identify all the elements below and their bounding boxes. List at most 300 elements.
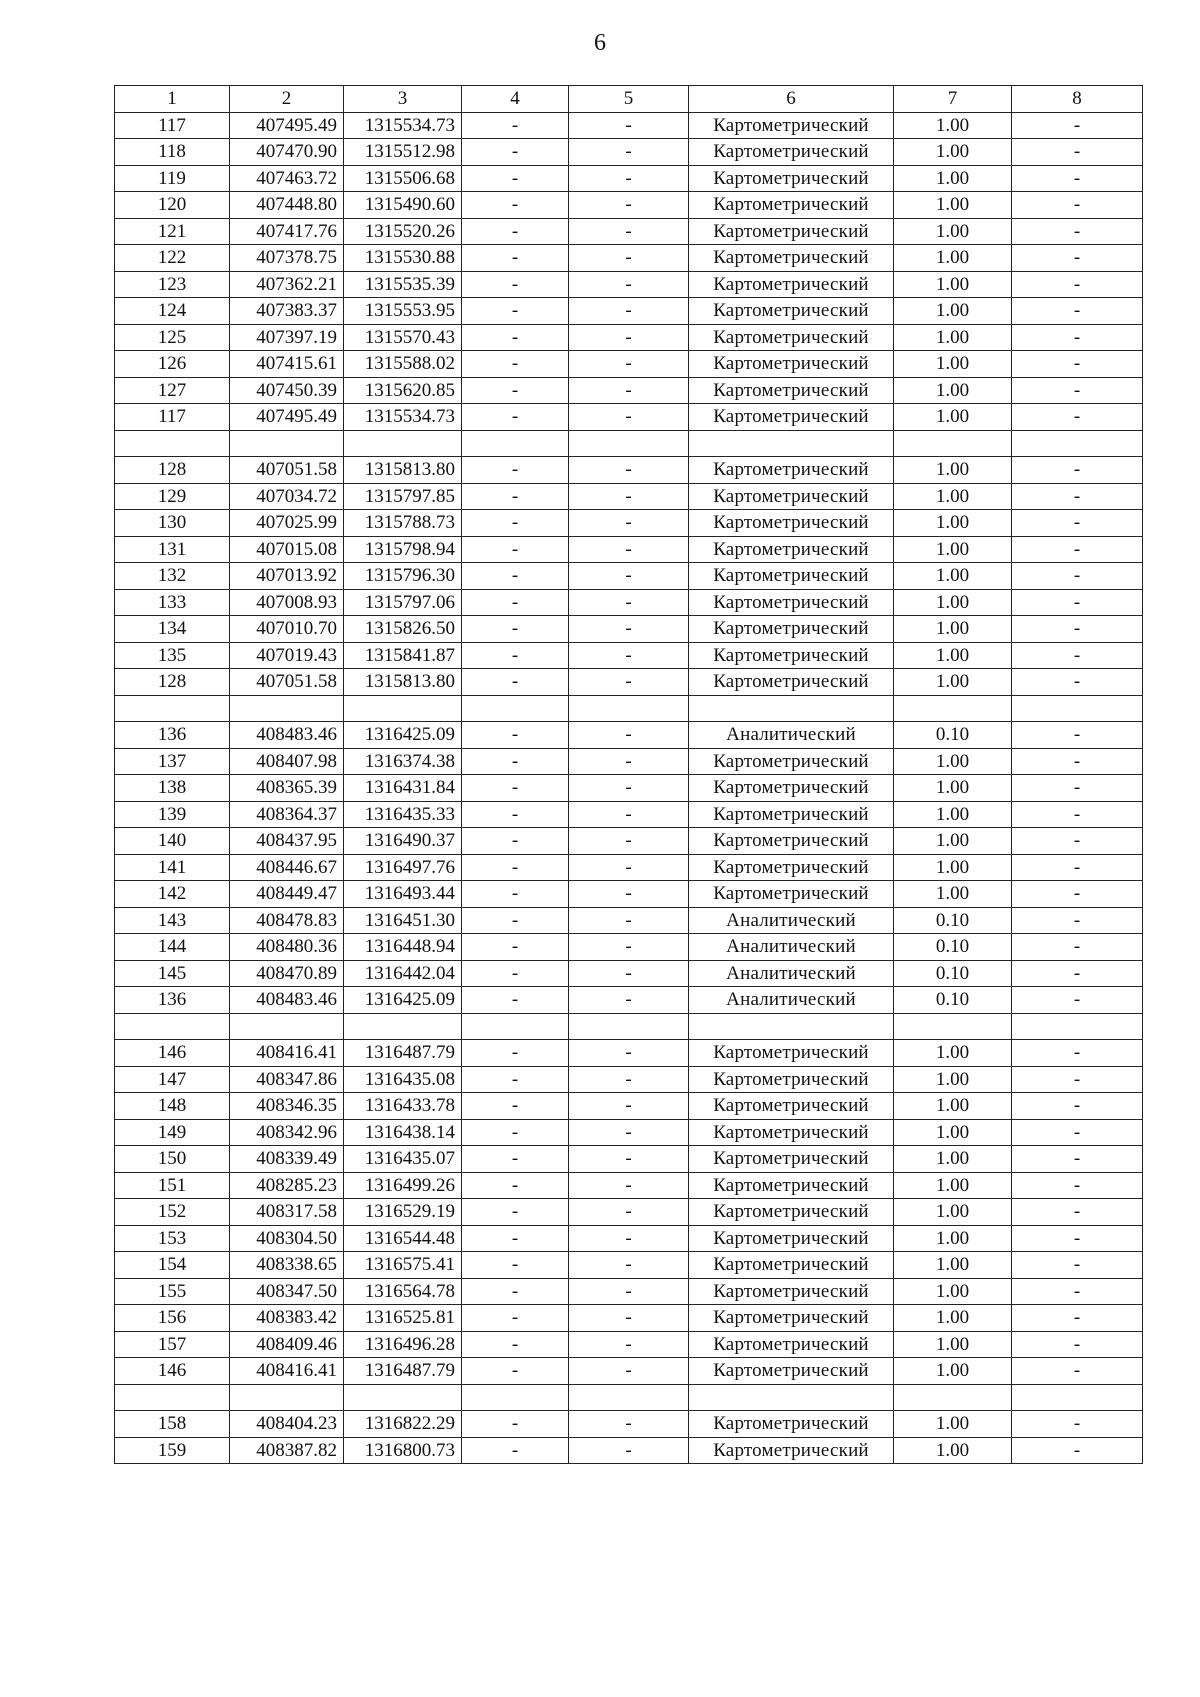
point-number-cell xyxy=(115,1384,230,1411)
col5-value-cell: - xyxy=(569,298,689,325)
column-header-8: 8 xyxy=(1012,86,1143,113)
accuracy-cell: 1.00 xyxy=(894,775,1012,802)
col4-value-cell: - xyxy=(462,457,569,484)
col4-value-cell: - xyxy=(462,483,569,510)
column-header-3: 3 xyxy=(344,86,462,113)
point-number-cell: 121 xyxy=(115,218,230,245)
col4-value-cell: - xyxy=(462,1278,569,1305)
table-row xyxy=(115,457,1143,484)
method-cell: Картометрический xyxy=(689,245,894,272)
method-cell: Аналитический xyxy=(689,960,894,987)
accuracy-cell: 1.00 xyxy=(894,881,1012,908)
col8-value-cell: - xyxy=(1012,483,1143,510)
point-number-cell: 146 xyxy=(115,1040,230,1067)
col4-value-cell: - xyxy=(462,1093,569,1120)
x-coordinate-cell: 407495.49 xyxy=(230,112,344,139)
method-cell xyxy=(689,1013,894,1040)
col8-value-cell: - xyxy=(1012,642,1143,669)
col5-value-cell: - xyxy=(569,1172,689,1199)
table-row xyxy=(115,642,1143,669)
y-coordinate-cell: 1315534.73 xyxy=(344,404,462,431)
method-cell: Картометрический xyxy=(689,1411,894,1438)
x-coordinate-cell xyxy=(230,1013,344,1040)
col5-value-cell: - xyxy=(569,1146,689,1173)
x-coordinate-cell: 407034.72 xyxy=(230,483,344,510)
accuracy-cell: 1.00 xyxy=(894,1411,1012,1438)
col8-value-cell: - xyxy=(1012,1040,1143,1067)
y-coordinate-cell xyxy=(344,695,462,722)
col8-value-cell: - xyxy=(1012,324,1143,351)
y-coordinate-cell: 1315553.95 xyxy=(344,298,462,325)
accuracy-cell xyxy=(894,1013,1012,1040)
col8-value-cell: - xyxy=(1012,669,1143,696)
col4-value-cell: - xyxy=(462,351,569,378)
accuracy-cell xyxy=(894,1384,1012,1411)
col4-value-cell: - xyxy=(462,192,569,219)
y-coordinate-cell: 1315813.80 xyxy=(344,457,462,484)
y-coordinate-cell: 1315796.30 xyxy=(344,563,462,590)
table-row xyxy=(115,907,1143,934)
col8-value-cell: - xyxy=(1012,775,1143,802)
col5-value-cell: - xyxy=(569,139,689,166)
col8-value-cell: - xyxy=(1012,881,1143,908)
method-cell: Аналитический xyxy=(689,907,894,934)
col8-value-cell: - xyxy=(1012,139,1143,166)
table-row xyxy=(115,271,1143,298)
accuracy-cell: 1.00 xyxy=(894,165,1012,192)
point-number-cell: 117 xyxy=(115,404,230,431)
col5-value-cell: - xyxy=(569,1066,689,1093)
col4-value-cell: - xyxy=(462,642,569,669)
accuracy-cell: 1.00 xyxy=(894,1252,1012,1279)
col5-value-cell: - xyxy=(569,165,689,192)
method-cell: Картометрический xyxy=(689,669,894,696)
x-coordinate-cell: 408449.47 xyxy=(230,881,344,908)
y-coordinate-cell: 1316431.84 xyxy=(344,775,462,802)
accuracy-cell: 1.00 xyxy=(894,510,1012,537)
col8-value-cell xyxy=(1012,695,1143,722)
method-cell: Картометрический xyxy=(689,139,894,166)
table-row xyxy=(115,1252,1143,1279)
method-cell: Картометрический xyxy=(689,1252,894,1279)
col5-value-cell: - xyxy=(569,1093,689,1120)
coordinates-table xyxy=(114,85,1143,1464)
x-coordinate-cell: 407450.39 xyxy=(230,377,344,404)
table-row xyxy=(115,112,1143,139)
col5-value-cell: - xyxy=(569,960,689,987)
y-coordinate-cell: 1315520.26 xyxy=(344,218,462,245)
method-cell: Картометрический xyxy=(689,1358,894,1385)
x-coordinate-cell: 407378.75 xyxy=(230,245,344,272)
y-coordinate-cell: 1316448.94 xyxy=(344,934,462,961)
x-coordinate-cell xyxy=(230,430,344,457)
method-cell: Картометрический xyxy=(689,881,894,908)
y-coordinate-cell: 1316822.29 xyxy=(344,1411,462,1438)
col4-value-cell: - xyxy=(462,1358,569,1385)
col5-value-cell: - xyxy=(569,271,689,298)
col8-value-cell: - xyxy=(1012,218,1143,245)
col4-value-cell: - xyxy=(462,907,569,934)
col5-value-cell: - xyxy=(569,483,689,510)
x-coordinate-cell: 408483.46 xyxy=(230,987,344,1014)
point-number-cell: 130 xyxy=(115,510,230,537)
y-coordinate-cell: 1315798.94 xyxy=(344,536,462,563)
y-coordinate-cell: 1315512.98 xyxy=(344,139,462,166)
point-number-cell: 142 xyxy=(115,881,230,908)
y-coordinate-cell: 1315841.87 xyxy=(344,642,462,669)
point-number-cell: 143 xyxy=(115,907,230,934)
x-coordinate-cell: 408387.82 xyxy=(230,1437,344,1464)
table-row xyxy=(115,589,1143,616)
method-cell xyxy=(689,695,894,722)
y-coordinate-cell: 1315506.68 xyxy=(344,165,462,192)
point-number-cell: 154 xyxy=(115,1252,230,1279)
point-number-cell: 136 xyxy=(115,987,230,1014)
point-number-cell: 150 xyxy=(115,1146,230,1173)
method-cell: Картометрический xyxy=(689,775,894,802)
point-number-cell: 153 xyxy=(115,1225,230,1252)
method-cell xyxy=(689,1384,894,1411)
accuracy-cell: 1.00 xyxy=(894,642,1012,669)
point-number-cell: 140 xyxy=(115,828,230,855)
table-row xyxy=(115,934,1143,961)
col4-value-cell: - xyxy=(462,1199,569,1226)
table-row xyxy=(115,483,1143,510)
col4-value-cell: - xyxy=(462,1437,569,1464)
table-row xyxy=(115,854,1143,881)
point-number-cell: 149 xyxy=(115,1119,230,1146)
y-coordinate-cell: 1316497.76 xyxy=(344,854,462,881)
y-coordinate-cell: 1316525.81 xyxy=(344,1305,462,1332)
point-number-cell: 138 xyxy=(115,775,230,802)
col8-value-cell xyxy=(1012,1384,1143,1411)
accuracy-cell: 1.00 xyxy=(894,748,1012,775)
point-number-cell: 136 xyxy=(115,722,230,749)
y-coordinate-cell xyxy=(344,1013,462,1040)
table-row xyxy=(115,722,1143,749)
col4-value-cell: - xyxy=(462,165,569,192)
accuracy-cell: 1.00 xyxy=(894,139,1012,166)
col4-value-cell: - xyxy=(462,298,569,325)
point-number-cell: 126 xyxy=(115,351,230,378)
col8-value-cell: - xyxy=(1012,1305,1143,1332)
col4-value-cell: - xyxy=(462,377,569,404)
col4-value-cell: - xyxy=(462,1305,569,1332)
table-row xyxy=(115,669,1143,696)
table-row xyxy=(115,1066,1143,1093)
y-coordinate-cell: 1315490.60 xyxy=(344,192,462,219)
column-header-2: 2 xyxy=(230,86,344,113)
col4-value-cell: - xyxy=(462,881,569,908)
accuracy-cell: 1.00 xyxy=(894,1331,1012,1358)
col4-value-cell: - xyxy=(462,1331,569,1358)
y-coordinate-cell: 1316544.48 xyxy=(344,1225,462,1252)
col4-value-cell: - xyxy=(462,1066,569,1093)
y-coordinate-cell xyxy=(344,1384,462,1411)
col5-value-cell: - xyxy=(569,1199,689,1226)
col8-value-cell: - xyxy=(1012,192,1143,219)
method-cell: Картометрический xyxy=(689,589,894,616)
spacer-row xyxy=(115,695,1143,722)
point-number-cell: 122 xyxy=(115,245,230,272)
x-coordinate-cell: 407463.72 xyxy=(230,165,344,192)
col5-value-cell xyxy=(569,430,689,457)
col5-value-cell: - xyxy=(569,536,689,563)
point-number-cell: 120 xyxy=(115,192,230,219)
col4-value-cell: - xyxy=(462,616,569,643)
method-cell: Картометрический xyxy=(689,271,894,298)
point-number-cell: 123 xyxy=(115,271,230,298)
point-number-cell: 117 xyxy=(115,112,230,139)
table-row xyxy=(115,245,1143,272)
point-number-cell xyxy=(115,695,230,722)
col5-value-cell: - xyxy=(569,377,689,404)
x-coordinate-cell: 408317.58 xyxy=(230,1199,344,1226)
col5-value-cell: - xyxy=(569,1358,689,1385)
x-coordinate-cell: 408364.37 xyxy=(230,801,344,828)
y-coordinate-cell: 1315620.85 xyxy=(344,377,462,404)
x-coordinate-cell: 407383.37 xyxy=(230,298,344,325)
col4-value-cell xyxy=(462,1013,569,1040)
point-number-cell: 131 xyxy=(115,536,230,563)
point-number-cell: 134 xyxy=(115,616,230,643)
col4-value-cell: - xyxy=(462,112,569,139)
col4-value-cell: - xyxy=(462,669,569,696)
x-coordinate-cell: 407051.58 xyxy=(230,457,344,484)
point-number-cell: 132 xyxy=(115,563,230,590)
col8-value-cell: - xyxy=(1012,245,1143,272)
accuracy-cell: 1.00 xyxy=(894,563,1012,590)
accuracy-cell: 1.00 xyxy=(894,457,1012,484)
column-header-4: 4 xyxy=(462,86,569,113)
col5-value-cell: - xyxy=(569,616,689,643)
y-coordinate-cell: 1316433.78 xyxy=(344,1093,462,1120)
col5-value-cell: - xyxy=(569,854,689,881)
y-coordinate-cell: 1315788.73 xyxy=(344,510,462,537)
col8-value-cell: - xyxy=(1012,1225,1143,1252)
col5-value-cell: - xyxy=(569,722,689,749)
accuracy-cell: 1.00 xyxy=(894,404,1012,431)
point-number-cell: 155 xyxy=(115,1278,230,1305)
col8-value-cell: - xyxy=(1012,536,1143,563)
col4-value-cell xyxy=(462,1384,569,1411)
col8-value-cell: - xyxy=(1012,960,1143,987)
point-number-cell: 147 xyxy=(115,1066,230,1093)
col8-value-cell: - xyxy=(1012,1252,1143,1279)
x-coordinate-cell: 408304.50 xyxy=(230,1225,344,1252)
y-coordinate-cell: 1316529.19 xyxy=(344,1199,462,1226)
method-cell: Картометрический xyxy=(689,536,894,563)
table-row xyxy=(115,1119,1143,1146)
method-cell: Картометрический xyxy=(689,1172,894,1199)
col5-value-cell: - xyxy=(569,1252,689,1279)
col5-value-cell: - xyxy=(569,589,689,616)
table-row xyxy=(115,404,1143,431)
col5-value-cell: - xyxy=(569,987,689,1014)
table-row xyxy=(115,1331,1143,1358)
col8-value-cell: - xyxy=(1012,1093,1143,1120)
x-coordinate-cell: 407013.92 xyxy=(230,563,344,590)
method-cell: Картометрический xyxy=(689,404,894,431)
table-row xyxy=(115,881,1143,908)
col8-value-cell: - xyxy=(1012,934,1143,961)
x-coordinate-cell: 407362.21 xyxy=(230,271,344,298)
col5-value-cell: - xyxy=(569,1331,689,1358)
col8-value-cell: - xyxy=(1012,1437,1143,1464)
accuracy-cell: 1.00 xyxy=(894,801,1012,828)
table-row xyxy=(115,775,1143,802)
col8-value-cell: - xyxy=(1012,298,1143,325)
col4-value-cell: - xyxy=(462,1040,569,1067)
accuracy-cell: 1.00 xyxy=(894,298,1012,325)
method-cell xyxy=(689,430,894,457)
col4-value-cell: - xyxy=(462,775,569,802)
spacer-row xyxy=(115,1013,1143,1040)
x-coordinate-cell: 407019.43 xyxy=(230,642,344,669)
accuracy-cell: 1.00 xyxy=(894,616,1012,643)
col4-value-cell: - xyxy=(462,563,569,590)
col5-value-cell xyxy=(569,1384,689,1411)
point-number-cell: 159 xyxy=(115,1437,230,1464)
accuracy-cell: 1.00 xyxy=(894,218,1012,245)
y-coordinate-cell: 1315797.85 xyxy=(344,483,462,510)
col5-value-cell: - xyxy=(569,1305,689,1332)
col4-value-cell: - xyxy=(462,139,569,166)
x-coordinate-cell: 407008.93 xyxy=(230,589,344,616)
col4-value-cell: - xyxy=(462,722,569,749)
col8-value-cell: - xyxy=(1012,801,1143,828)
x-coordinate-cell: 408478.83 xyxy=(230,907,344,934)
point-number-cell: 137 xyxy=(115,748,230,775)
y-coordinate-cell: 1316490.37 xyxy=(344,828,462,855)
point-number-cell: 157 xyxy=(115,1331,230,1358)
col8-value-cell: - xyxy=(1012,1146,1143,1173)
y-coordinate-cell: 1315570.43 xyxy=(344,324,462,351)
y-coordinate-cell: 1316374.38 xyxy=(344,748,462,775)
table-row xyxy=(115,298,1143,325)
x-coordinate-cell: 407470.90 xyxy=(230,139,344,166)
accuracy-cell: 1.00 xyxy=(894,324,1012,351)
col5-value-cell: - xyxy=(569,669,689,696)
point-number-cell: 125 xyxy=(115,324,230,351)
col5-value-cell: - xyxy=(569,192,689,219)
method-cell: Картометрический xyxy=(689,1331,894,1358)
table-row xyxy=(115,563,1143,590)
method-cell: Картометрический xyxy=(689,563,894,590)
method-cell: Аналитический xyxy=(689,987,894,1014)
col5-value-cell: - xyxy=(569,112,689,139)
accuracy-cell: 1.00 xyxy=(894,271,1012,298)
accuracy-cell: 1.00 xyxy=(894,1305,1012,1332)
col8-value-cell: - xyxy=(1012,404,1143,431)
col8-value-cell: - xyxy=(1012,563,1143,590)
y-coordinate-cell: 1315534.73 xyxy=(344,112,462,139)
accuracy-cell: 1.00 xyxy=(894,536,1012,563)
accuracy-cell: 1.00 xyxy=(894,589,1012,616)
x-coordinate-cell: 408339.49 xyxy=(230,1146,344,1173)
method-cell: Картометрический xyxy=(689,1199,894,1226)
x-coordinate-cell: 408342.96 xyxy=(230,1119,344,1146)
point-number-cell: 146 xyxy=(115,1358,230,1385)
accuracy-cell: 1.00 xyxy=(894,192,1012,219)
method-cell: Картометрический xyxy=(689,1437,894,1464)
point-number-cell: 152 xyxy=(115,1199,230,1226)
col4-value-cell: - xyxy=(462,748,569,775)
method-cell: Картометрический xyxy=(689,1305,894,1332)
point-number-cell xyxy=(115,430,230,457)
accuracy-cell: 0.10 xyxy=(894,934,1012,961)
accuracy-cell: 1.00 xyxy=(894,351,1012,378)
method-cell: Картометрический xyxy=(689,801,894,828)
table-row xyxy=(115,218,1143,245)
x-coordinate-cell: 408338.65 xyxy=(230,1252,344,1279)
col5-value-cell: - xyxy=(569,510,689,537)
method-cell: Картометрический xyxy=(689,377,894,404)
table-row xyxy=(115,748,1143,775)
accuracy-cell: 1.00 xyxy=(894,1199,1012,1226)
y-coordinate-cell: 1316496.28 xyxy=(344,1331,462,1358)
x-coordinate-cell: 408347.50 xyxy=(230,1278,344,1305)
col4-value-cell: - xyxy=(462,245,569,272)
col5-value-cell: - xyxy=(569,218,689,245)
col5-value-cell: - xyxy=(569,324,689,351)
x-coordinate-cell: 407415.61 xyxy=(230,351,344,378)
point-number-cell: 148 xyxy=(115,1093,230,1120)
column-header-1: 1 xyxy=(115,86,230,113)
x-coordinate-cell: 408437.95 xyxy=(230,828,344,855)
method-cell: Картометрический xyxy=(689,828,894,855)
col5-value-cell xyxy=(569,695,689,722)
method-cell: Картометрический xyxy=(689,854,894,881)
method-cell: Картометрический xyxy=(689,218,894,245)
table-row xyxy=(115,1437,1143,1464)
point-number-cell: 145 xyxy=(115,960,230,987)
table-row xyxy=(115,828,1143,855)
point-number-cell: 124 xyxy=(115,298,230,325)
x-coordinate-cell: 407051.58 xyxy=(230,669,344,696)
y-coordinate-cell: 1316487.79 xyxy=(344,1358,462,1385)
col8-value-cell: - xyxy=(1012,589,1143,616)
x-coordinate-cell: 408446.67 xyxy=(230,854,344,881)
x-coordinate-cell: 407448.80 xyxy=(230,192,344,219)
table-row xyxy=(115,1305,1143,1332)
method-cell: Картометрический xyxy=(689,112,894,139)
y-coordinate-cell: 1316425.09 xyxy=(344,987,462,1014)
col8-value-cell: - xyxy=(1012,1278,1143,1305)
col5-value-cell: - xyxy=(569,1040,689,1067)
point-number-cell: 139 xyxy=(115,801,230,828)
page-number: 6 xyxy=(594,30,606,56)
point-number-cell: 141 xyxy=(115,854,230,881)
accuracy-cell: 1.00 xyxy=(894,1040,1012,1067)
y-coordinate-cell: 1316451.30 xyxy=(344,907,462,934)
accuracy-cell xyxy=(894,695,1012,722)
method-cell: Картометрический xyxy=(689,1040,894,1067)
method-cell: Аналитический xyxy=(689,934,894,961)
col4-value-cell: - xyxy=(462,828,569,855)
x-coordinate-cell xyxy=(230,695,344,722)
accuracy-cell: 1.00 xyxy=(894,828,1012,855)
x-coordinate-cell: 407015.08 xyxy=(230,536,344,563)
col5-value-cell: - xyxy=(569,1411,689,1438)
col8-value-cell: - xyxy=(1012,987,1143,1014)
y-coordinate-cell: 1316499.26 xyxy=(344,1172,462,1199)
accuracy-cell: 1.00 xyxy=(894,245,1012,272)
col8-value-cell: - xyxy=(1012,1066,1143,1093)
accuracy-cell: 1.00 xyxy=(894,377,1012,404)
col8-value-cell: - xyxy=(1012,748,1143,775)
y-coordinate-cell: 1315813.80 xyxy=(344,669,462,696)
